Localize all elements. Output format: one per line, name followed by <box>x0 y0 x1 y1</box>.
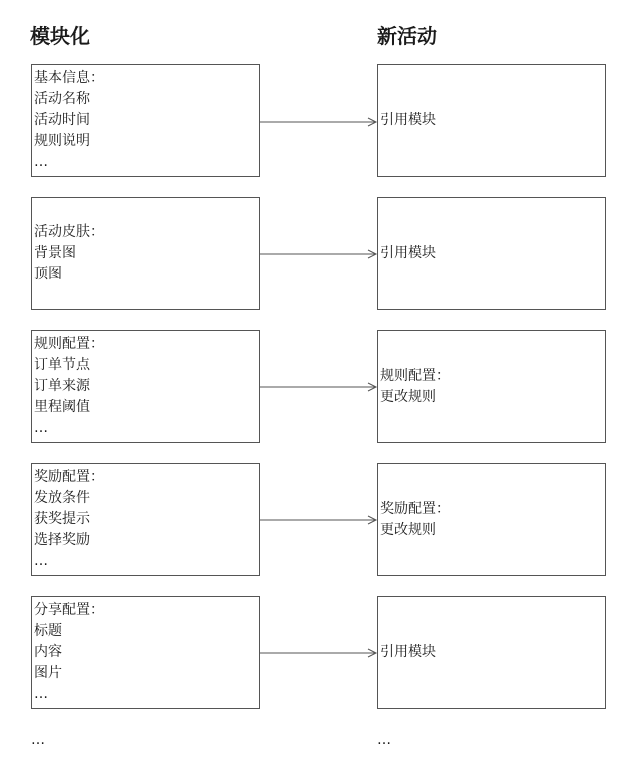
module-continuation-ellipsis: … <box>31 732 45 748</box>
module-line: 发放条件 <box>34 490 90 506</box>
module-line: 规则说明 <box>34 133 90 149</box>
module-line: 活动名称 <box>34 91 90 107</box>
module-line: … <box>34 154 48 170</box>
new-activity-column-heading: 新活动 <box>377 24 437 48</box>
module-line: 里程阈值 <box>34 399 90 415</box>
modular-column-heading: 模块化 <box>30 24 90 48</box>
module-line: 顶图 <box>34 266 62 282</box>
activity-box-skin <box>377 197 606 310</box>
module-line: … <box>34 553 48 569</box>
arrow-connector-basic-info <box>260 117 378 127</box>
module-line: 奖励配置： <box>34 469 104 485</box>
activity-box-rewards <box>377 463 606 576</box>
activity-box-basic-info <box>377 64 606 177</box>
module-box-skin <box>31 197 260 310</box>
arrow-connector-skin <box>260 249 378 259</box>
module-box-rules <box>31 330 260 443</box>
activity-line: 规则配置： <box>380 367 450 384</box>
module-line: 活动皮肤： <box>34 224 104 240</box>
module-box-rewards <box>31 463 260 576</box>
activity-line: 引用模块 <box>380 644 436 660</box>
module-line: 内容 <box>34 644 62 660</box>
activity-line: 奖励配置： <box>380 500 450 517</box>
activity-line: 引用模块 <box>380 245 436 261</box>
activity-box-rules <box>377 330 606 443</box>
activity-line: 更改规则 <box>380 521 436 538</box>
arrow-connector-share <box>260 648 378 658</box>
arrow-connector-rules <box>260 382 378 392</box>
module-line: 分享配置： <box>34 602 104 618</box>
module-line: 订单节点 <box>34 357 90 373</box>
module-line: 选择奖励 <box>34 532 90 548</box>
module-line: 规则配置： <box>34 336 104 352</box>
module-line: 基本信息： <box>34 70 104 86</box>
activity-box-share <box>377 596 606 709</box>
activity-continuation-ellipsis: … <box>377 732 391 748</box>
module-box-basic-info <box>31 64 260 177</box>
module-box-share <box>31 596 260 709</box>
activity-line: 引用模块 <box>380 112 436 128</box>
module-line: … <box>34 420 48 436</box>
module-line: 订单来源 <box>34 378 90 394</box>
activity-line: 更改规则 <box>380 388 436 405</box>
module-line: 图片 <box>34 665 62 681</box>
module-line: 背景图 <box>34 245 76 261</box>
module-line: 获奖提示 <box>34 511 90 527</box>
module-line: … <box>34 686 48 702</box>
module-line: 活动时间 <box>34 112 90 128</box>
arrow-connector-rewards <box>260 515 378 525</box>
module-line: 标题 <box>34 623 62 639</box>
